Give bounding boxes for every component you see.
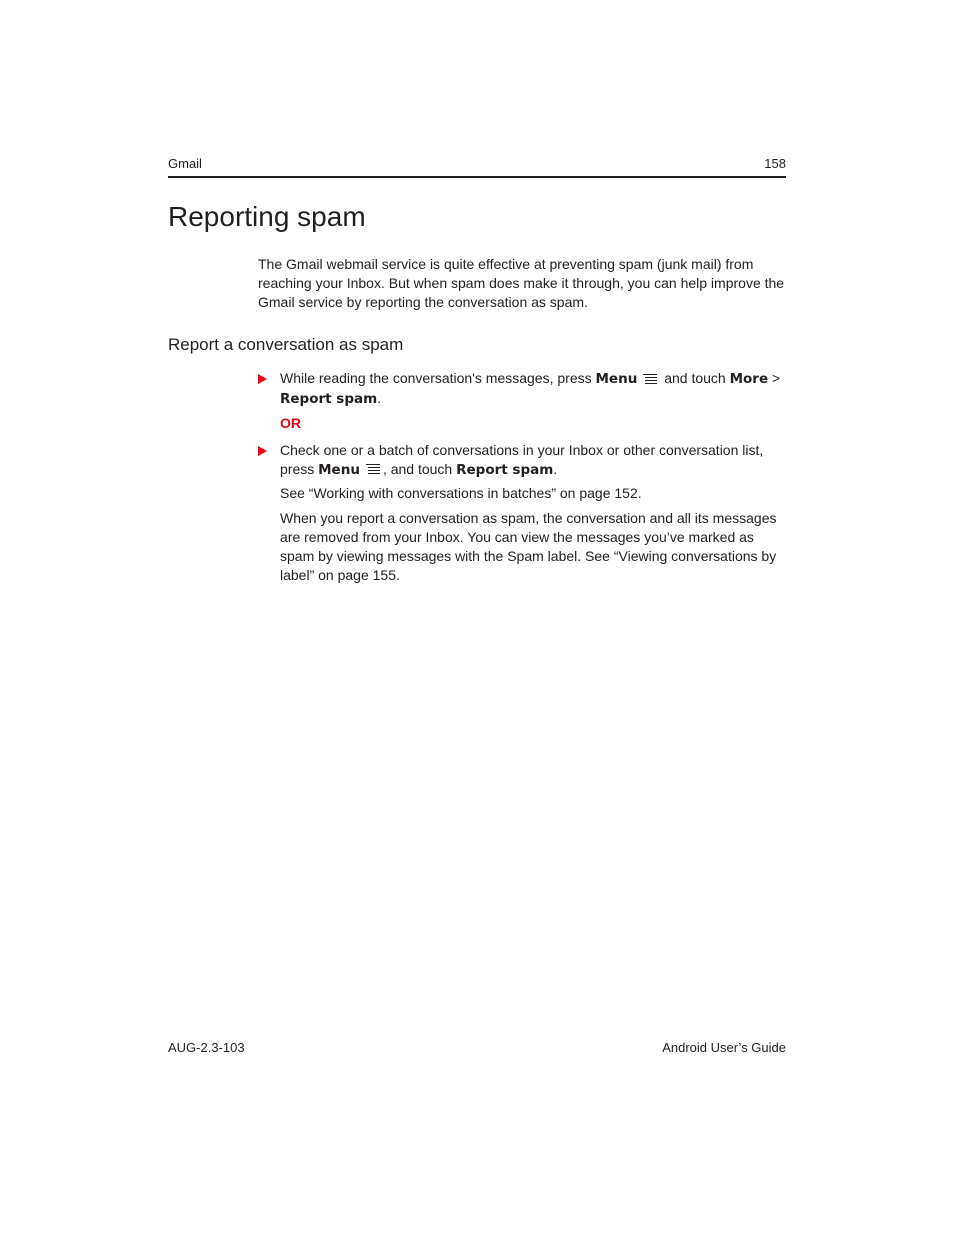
- step-2-menu-term: Menu: [318, 461, 360, 478]
- header-section-name: Gmail: [168, 156, 202, 171]
- triangle-right-icon: [258, 374, 267, 384]
- step-1-separator: >: [768, 370, 781, 386]
- triangle-right-icon: [258, 446, 267, 456]
- menu-icon: [643, 374, 657, 385]
- or-label: OR: [280, 415, 301, 431]
- step-1-report-spam-term: Report spam: [280, 390, 378, 407]
- step-1: [280, 369, 786, 408]
- step-2-end: .: [553, 460, 558, 477]
- step-2-report-spam-term: Report spam: [456, 461, 554, 478]
- menu-icon: [366, 464, 380, 475]
- footer-doc-code: AUG-2.3-103: [168, 1040, 245, 1055]
- step-1-menu-term: Menu: [595, 371, 638, 387]
- step-1-more-term: More: [729, 371, 769, 387]
- footer-doc-title: Android User’s Guide: [662, 1040, 786, 1055]
- step-2-text: Check one or a batch of conversations in your Inbox or other conversation list, press: [280, 442, 764, 477]
- page-title: Reporting spam: [168, 201, 366, 232]
- result-paragraph: When you report a conversation as spam, the conversation and all its messages are removed from your Inbox. You can view the messages you’ve marked as spam by viewing messages with the Spam label. See “Viewing conversations by label” on page 155.: [280, 510, 777, 583]
- step-2: [280, 441, 786, 479]
- subsection-title: Report a conversation as spam: [168, 335, 404, 354]
- header-page-number: 158: [764, 156, 786, 171]
- intro-paragraph: The Gmail webmail service is quite effective at preventing spam (junk mail) from reaching your Inbox. But when spam does make it through, you can help improve the Gmail service by reporting the conversation as spam.: [258, 256, 785, 310]
- step-2-text-2: , and touch: [382, 460, 457, 477]
- step-1-end: .: [377, 389, 382, 406]
- see-also-paragraph: See “Working with conversations in batches” on page 152.: [280, 485, 642, 501]
- step-1-text-2: and touch: [660, 370, 730, 386]
- page-header: [168, 154, 786, 178]
- step-1-text: While reading the conversation's messages, press: [280, 370, 596, 386]
